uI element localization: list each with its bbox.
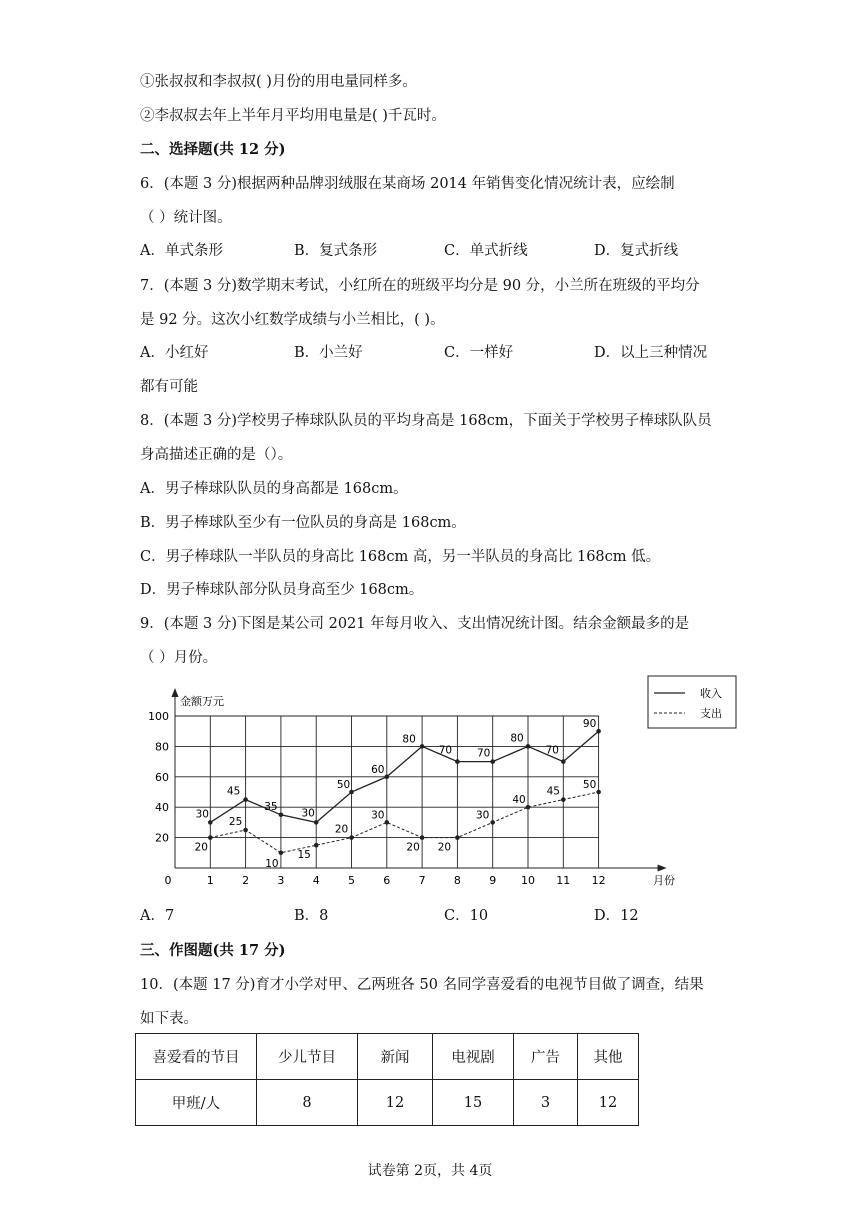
x-axis-label: 月份 xyxy=(653,874,675,887)
q10-stem-line1: 10．(本题 17 分)育才小学对甲、乙两班各 50 名同学喜爱看的电视节目做了调查，结果 xyxy=(140,977,704,993)
income-data-label: 70 xyxy=(438,744,453,757)
tv-program-survey-table xyxy=(135,1033,639,1126)
q5-part2: ②李叔叔去年上半年月平均用电量是( )千瓦时。 xyxy=(140,108,446,124)
q6-option-d[interactable]: D．复式折线 xyxy=(594,243,679,259)
expense-data-label: 30 xyxy=(476,809,490,822)
income-point xyxy=(526,744,531,749)
income-data-label: 30 xyxy=(195,808,209,821)
expense-point xyxy=(455,835,460,840)
y-tick-label: 40 xyxy=(155,801,169,815)
table-cell: 12 xyxy=(358,1080,433,1126)
income-point xyxy=(561,759,566,764)
legend-box xyxy=(648,676,736,728)
q5-part1: ①张叔叔和李叔叔( )月份的用电量同样多。 xyxy=(140,74,417,90)
table-header-cell: 新闻 xyxy=(358,1034,433,1080)
income-point xyxy=(490,759,495,764)
expense-data-label: 45 xyxy=(546,785,560,798)
x-tick-label: 8 xyxy=(453,874,461,887)
x-tick-label: 7 xyxy=(418,874,426,887)
x-tick-label: 4 xyxy=(312,874,320,887)
table-header-cell: 少儿节目 xyxy=(257,1034,358,1080)
section-3-heading: 三、作图题(共 17 分) xyxy=(140,942,286,959)
y-tick-label: 20 xyxy=(155,831,169,845)
income-point xyxy=(455,759,460,764)
income-point xyxy=(314,820,319,825)
table-cell: 8 xyxy=(257,1080,358,1126)
q7-stem-line2: 是 92 分。这次小红数学成绩与小兰相比，( )。 xyxy=(140,312,445,328)
income-data-label: 60 xyxy=(371,763,385,776)
income-data-label: 30 xyxy=(301,807,315,820)
y-tick-label: 100 xyxy=(148,710,169,723)
x-tick-label: 0 xyxy=(164,874,172,887)
q7-option-a[interactable]: A．小红好 xyxy=(140,345,209,361)
expense-point xyxy=(526,805,531,810)
expense-point xyxy=(279,851,284,856)
x-tick-label: 10 xyxy=(521,874,535,887)
expense-data-label: 25 xyxy=(228,816,243,828)
q6-options xyxy=(0,241,860,261)
q6-option-a[interactable]: A．单式条形 xyxy=(140,243,223,259)
q8-option-d[interactable]: D．男子棒球队部分队员身高至少 168cm。 xyxy=(140,582,424,598)
legend-expense-label: 支出 xyxy=(700,707,722,720)
expense-point xyxy=(243,828,248,833)
expense-data-label: 20 xyxy=(406,841,420,854)
income-data-label: 70 xyxy=(477,747,491,760)
expense-data-label: 50 xyxy=(582,779,597,791)
table-cell: 甲班/人 xyxy=(136,1080,257,1126)
expense-data-label: 10 xyxy=(265,857,279,870)
x-tick-label: 11 xyxy=(556,874,571,887)
income-point xyxy=(596,729,601,734)
y-tick-label: 80 xyxy=(155,740,169,754)
x-tick-label: 6 xyxy=(383,874,391,887)
x-tick-label: 5 xyxy=(348,874,355,887)
income-data-label: 45 xyxy=(226,785,241,798)
income-data-label: 70 xyxy=(545,744,559,757)
expense-point xyxy=(561,797,566,802)
q7-option-d[interactable]: D．以上三种情况 xyxy=(594,345,708,361)
q9-options xyxy=(0,906,860,926)
q7-option-c[interactable]: C．一样好 xyxy=(444,345,514,361)
chart-data-labels xyxy=(195,718,597,870)
y-axis-arrow xyxy=(172,688,179,697)
q9-option-a[interactable]: A．7 xyxy=(140,908,175,924)
q8-stem-line1: 8．(本题 3 分)学校男子棒球队队员的平均身高是 168cm，下面关于学校男子棒球队队员 xyxy=(140,413,712,429)
y-axis-label: 金额万元 xyxy=(180,695,224,708)
expense-point xyxy=(420,835,425,840)
income-point xyxy=(420,744,425,749)
q6-option-b[interactable]: B．复式条形 xyxy=(294,243,378,259)
income-data-label: 80 xyxy=(402,733,416,746)
table-header-cell: 广告 xyxy=(514,1034,578,1080)
table-header-row xyxy=(136,1034,639,1080)
table-header-cell: 其他 xyxy=(578,1034,639,1080)
expense-point xyxy=(314,843,319,848)
q8-option-b[interactable]: B．男子棒球队至少有一位队员的身高是 168cm。 xyxy=(140,515,466,531)
table-cell: 12 xyxy=(578,1080,639,1126)
x-tick-label: 12 xyxy=(591,874,606,887)
expense-point xyxy=(490,820,495,825)
income-data-label: 80 xyxy=(510,732,524,745)
q6-stem-line2: （ ）统计图。 xyxy=(140,210,232,226)
q8-option-c[interactable]: C．男子棒球队一半队员的身高比 168cm 高，另一半队员的身高比 168cm 低。 xyxy=(140,549,661,565)
chart-legend xyxy=(648,676,736,728)
q8-stem-line2: 身高描述正确的是（）。 xyxy=(140,447,293,463)
q7-stem-line1: 7．(本题 3 分)数学期末考试，小红所在的班级平均分是 90 分，小兰所在班级的平均分 xyxy=(140,278,700,294)
x-axis-arrow xyxy=(658,865,667,872)
chart-series xyxy=(208,729,601,855)
expense-data-label: 20 xyxy=(437,841,452,854)
income-data-label: 50 xyxy=(336,779,351,791)
table-row xyxy=(136,1080,639,1126)
q7-option-b[interactable]: B．小兰好 xyxy=(294,345,363,361)
expense-point xyxy=(385,820,390,825)
expense-point xyxy=(596,790,601,795)
table-header-cell: 喜爱看的节目 xyxy=(136,1034,257,1080)
x-tick-label: 9 xyxy=(489,874,497,887)
expense-data-label: 20 xyxy=(334,823,349,836)
y-tick-label: 60 xyxy=(155,770,169,784)
income-point xyxy=(208,820,213,825)
expense-data-label: 30 xyxy=(371,809,385,822)
q10-stem-line2: 如下表。 xyxy=(140,1011,198,1027)
q9-option-c[interactable]: C．10 xyxy=(444,908,489,924)
page-footer: 试卷第 2页，共 4页 xyxy=(367,1163,493,1179)
q6-stem-line1: 6．(本题 3 分)根据两种品牌羽绒服在某商场 2014 年销售变化情况统计表，应绘制 xyxy=(140,176,675,192)
q9-stem-line1: 9．(本题 3 分)下图是某公司 2021 年每月收入、支出情况统计图。结余金额最多的是 xyxy=(140,616,690,632)
income-data-label: 35 xyxy=(264,800,278,813)
q8-option-a[interactable]: A．男子棒球队队员的身高都是 168cm。 xyxy=(140,481,408,497)
q7-options xyxy=(0,343,860,363)
q6-option-c[interactable]: C．单式折线 xyxy=(444,243,528,259)
table-header-cell: 电视剧 xyxy=(433,1034,514,1080)
q9-stem-line2: （ ）月份。 xyxy=(140,650,218,666)
income-expense-line-chart xyxy=(140,672,740,894)
q9-option-d[interactable]: D．12 xyxy=(594,908,639,924)
expense-data-label: 15 xyxy=(297,849,311,862)
section-2-heading: 二、选择题(共 12 分) xyxy=(140,141,286,158)
income-data-label: 90 xyxy=(582,718,597,731)
income-point xyxy=(243,797,248,802)
income-point xyxy=(279,813,284,818)
chart-ticks xyxy=(148,710,606,887)
income-point xyxy=(385,775,390,780)
x-tick-label: 3 xyxy=(277,874,285,887)
expense-data-label: 40 xyxy=(512,794,526,807)
x-tick-label: 1 xyxy=(206,874,214,887)
table-cell: 3 xyxy=(514,1080,578,1126)
table-cell: 15 xyxy=(433,1080,514,1126)
q7-option-d-continued: 都有可能 xyxy=(140,379,198,395)
expense-data-label: 20 xyxy=(194,841,208,854)
q9-option-b[interactable]: B．8 xyxy=(294,908,329,924)
x-tick-label: 2 xyxy=(242,874,250,887)
legend-income-label: 收入 xyxy=(700,687,722,700)
expense-point xyxy=(349,835,354,840)
expense-point xyxy=(208,835,213,840)
